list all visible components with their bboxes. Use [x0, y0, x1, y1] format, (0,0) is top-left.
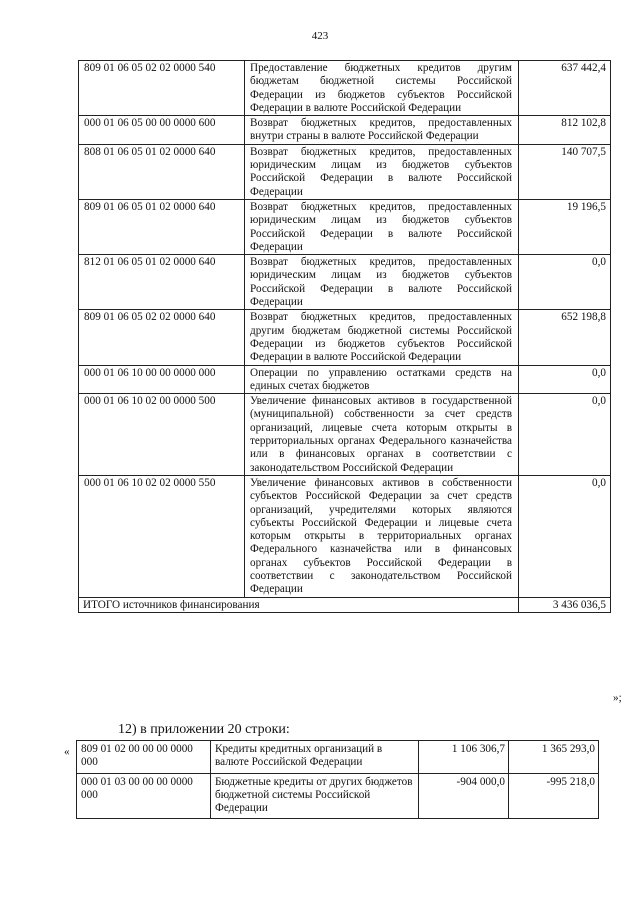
table-row [79, 255, 611, 310]
row-value: 652 198,8 [519, 310, 611, 365]
table-row [79, 365, 611, 394]
table-row [77, 741, 599, 774]
row-code: 000 01 06 10 02 02 0000 550 [79, 475, 245, 597]
item-heading: 12) в приложении 20 строки: [118, 722, 290, 737]
row-code: 809 01 06 05 01 02 0000 640 [79, 199, 245, 254]
row-value: 0,0 [519, 255, 611, 310]
row-code: 809 01 02 00 00 00 0000 000 [77, 741, 211, 774]
row-code: 000 01 03 00 00 00 0000 000 [77, 773, 211, 819]
row-code: 812 01 06 05 01 02 0000 640 [79, 255, 245, 310]
row-value: 0,0 [519, 365, 611, 394]
row-code: 809 01 06 05 02 02 0000 540 [79, 61, 245, 116]
row-description: Возврат бюджетных кредитов, предоставленных юридическим лицам из бюджетов субъектов Российской Федерации в валюте Российской Федерации [245, 255, 519, 310]
table-row [79, 475, 611, 597]
opening-quote: « [64, 746, 70, 758]
row-code: 000 01 06 05 00 00 0000 600 [79, 116, 245, 145]
row-description: Возврат бюджетных кредитов, предоставленных внутри страны в валюте Российской Федерации [245, 116, 519, 145]
row-value: 0,0 [519, 394, 611, 476]
row-description: Операции по управлению остатками средств на единых счетах бюджетов [245, 365, 519, 394]
row-code: 000 01 06 10 02 00 0000 500 [79, 394, 245, 476]
row-value-2: 1 365 293,0 [509, 741, 599, 774]
row-value: 0,0 [519, 475, 611, 597]
row-value-1: 1 106 306,7 [419, 741, 509, 774]
closing-quote: »; [613, 692, 622, 704]
row-value: 637 442,4 [519, 61, 611, 116]
table-row [79, 61, 611, 116]
row-code: 000 01 06 10 00 00 0000 000 [79, 365, 245, 394]
row-code: 809 01 06 05 02 02 0000 640 [79, 310, 245, 365]
total-row [79, 597, 611, 612]
total-value: 3 436 036,5 [519, 597, 611, 612]
row-value: 140 707,5 [519, 144, 611, 199]
table-row [79, 144, 611, 199]
table-row [79, 310, 611, 365]
row-code: 808 01 06 05 01 02 0000 640 [79, 144, 245, 199]
appendix-20-table [76, 740, 599, 819]
table-row [79, 116, 611, 145]
table-row [77, 773, 599, 819]
row-value-1: -904 000,0 [419, 773, 509, 819]
page-number: 423 [311, 30, 329, 42]
table-row [79, 199, 611, 254]
row-description: Кредиты кредитных организаций в валюте Российской Федерации [211, 741, 419, 774]
financing-sources-table [78, 60, 611, 613]
row-description: Возврат бюджетных кредитов, предоставленных другим бюджетам бюджетной системы Российской Федерации из бюджетов субъектов Российской Федерации в валюте Российской Федерации [245, 310, 519, 365]
row-description: Увеличение финансовых активов в собственности субъектов Российской Федерации за счет средств организаций, учредителями которых являются субъекты Российской Федерации и лицевые счета которым открыты в территориальных органах Федерального казначейства или в финансовых органах субъектов Российской Федерации в соответствии с законодательством Российской Федерации [245, 475, 519, 597]
row-description: Бюджетные кредиты от других бюджетов бюджетной системы Российской Федерации [211, 773, 419, 819]
row-description: Увеличение финансовых активов в государственной (муниципальной) собственности за счет средств организаций, лицевые счета которым открыты в территориальных органах Федерального казначейства или в финансовых органах в соответствии с законодательством Российской Федерации [245, 394, 519, 476]
table-row [79, 394, 611, 476]
row-description: Возврат бюджетных кредитов, предоставленных юридическим лицам из бюджетов субъектов Российской Федерации в валюте Российской Федерации [245, 144, 519, 199]
row-description: Возврат бюджетных кредитов, предоставленных юридическим лицам из бюджетов субъектов Российской Федерации в валюте Российской Федерации [245, 199, 519, 254]
row-value: 19 196,5 [519, 199, 611, 254]
row-value-2: -995 218,0 [509, 773, 599, 819]
total-label: ИТОГО источников финансирования [79, 597, 519, 612]
row-value: 812 102,8 [519, 116, 611, 145]
row-description: Предоставление бюджетных кредитов другим бюджетам бюджетной системы Российской Федерации из бюджетов субъектов Российской Федерации в валюте Российской Федерации [245, 61, 519, 116]
